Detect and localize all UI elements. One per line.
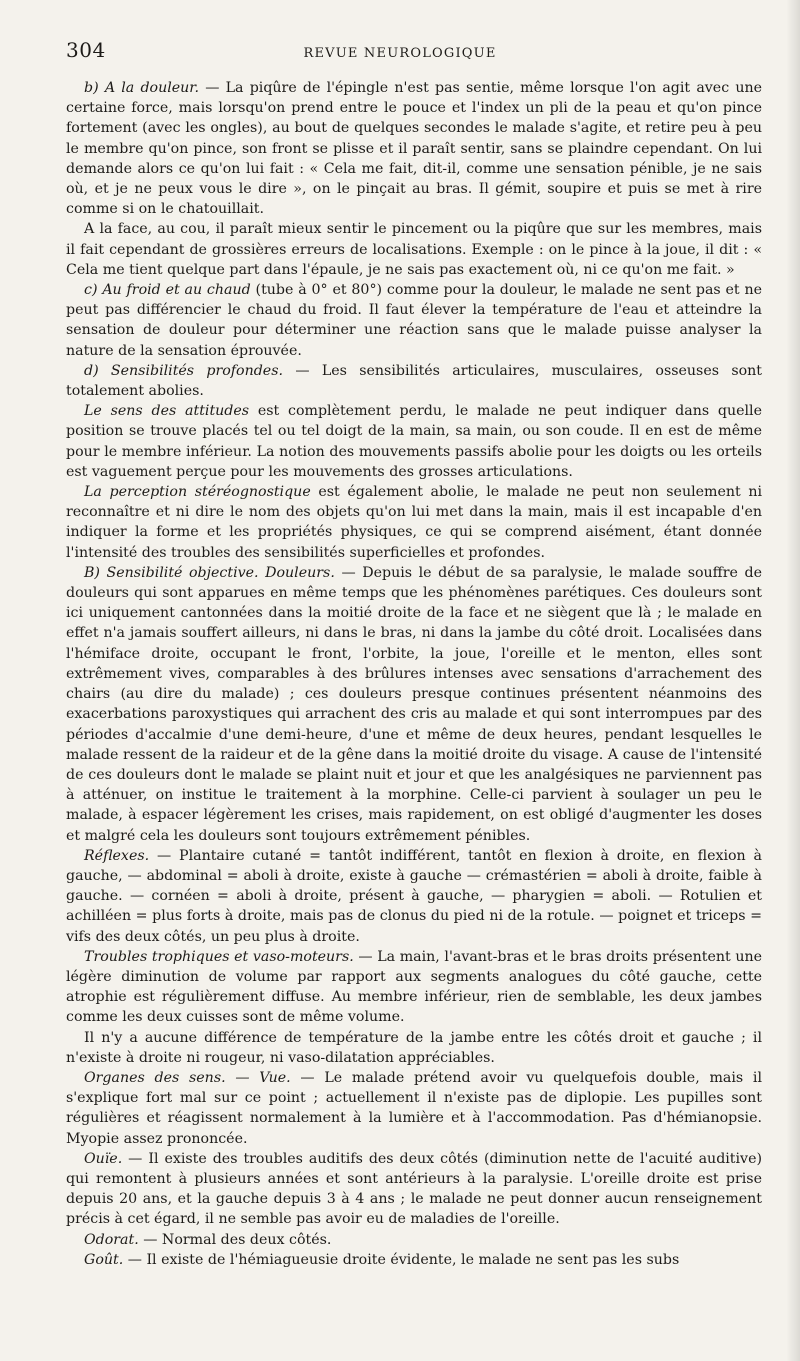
paragraph-ouie — [66, 1149, 762, 1230]
paragraph-douleurs — [66, 563, 762, 846]
paragraph-lead: Réflexes. — [84, 847, 150, 864]
paragraph-lead: Ouïe. — [84, 1150, 123, 1167]
paragraph-text: — Depuis le début de sa paralysie, le malade souffre de douleurs qui sont apparues en même temps que les phénomènes parétiques. Ces douleurs sont ici uniquement cantonnées dans la moitié droite de la face et ne siègent que là ; le malade en effet n'a jamais souffert ailleurs, ni dans le bras, ni dans la jambe du côté droit. Localisées dans l'hémiface droite, occupant le front, l'orbite, la joue, l'oreille et le menton, elles sont extrêmement vives, comparables à des brûlures intenses avec sensations d'arrachement des chairs (au dire du malade) ; ces douleurs presque continues présentent néanmoins des exacerbations paroxystiques qui arrachent des cris au malade et qui sont interrompues par des périodes d'accalmie d'une demi-heure, d'une et même de deux heures, pendant lesquelles le malade ressent de la raideur et de la gêne dans la moitié droite du visage. A cause de l'intensité de ces douleurs dont le malade se plaint nuit et jour et que les analgésiques ne parviennent pas à atténuer, on institue le traitement à la morphine. Celle-ci parvient à soulager un peu le malade, à espacer légèrement les crises, mais rapidement, on est obligé d'augmenter les doses et malgré cela les douleurs sont toujours extrêmement pénibles. — [66, 564, 763, 844]
paragraph-face — [66, 219, 762, 280]
page-number: 304 — [66, 38, 106, 62]
paragraph-douleur — [66, 78, 762, 219]
paragraph-sens-attitudes — [66, 401, 762, 482]
paragraph-lead: B) Sensibilité objective. Douleurs. — [84, 564, 335, 581]
running-title: REVUE NEUROLOGIQUE — [303, 46, 497, 61]
paragraph-lead: Organes des sens. — Vue. — [84, 1069, 291, 1086]
paragraph-lead: Troubles trophiques et vaso-moteurs. — [84, 948, 354, 965]
paragraph-odorat — [66, 1230, 762, 1250]
paragraph-lead: d) Sensibilités profondes. — [84, 362, 283, 379]
paragraph-lead: Goût. — [84, 1251, 124, 1268]
paragraph-text: est complètement perdu, le malade ne peut indiquer dans quelle position se trouve placés tel ou tel doigt de la main, sa main, ou son coude. Il en est de même pour le membre inférieur. La notion des mouvements passifs abolie pour les doigts ou les orteils est vaguement perçue pour les mouvements des grosses articulations. — [66, 403, 762, 480]
paragraph-lead: b) A la douleur. — [84, 80, 200, 96]
paragraph-text: — Il existe des troubles auditifs des deux côtés (diminution nette de l'acuité auditive) qui remontent à plusieurs années et sont antérieurs à la paralysie. L'oreille droite est prise depuis 20 ans, et la gauche depuis 3 à 4 ans ; le malade ne peut donner aucun renseignement précis à cet égard, il ne semble pas avoir eu de maladies de l'oreille. — [66, 1150, 762, 1228]
paragraph-text: — Normal des deux côtés. — [138, 1231, 332, 1248]
paragraph-gout — [66, 1250, 762, 1270]
paragraph-sensibilites-profondes — [66, 361, 762, 401]
paragraph-text: (tube à 0° et 80°) comme pour la douleur, le malade ne sent pas et ne peut pas différencier le chaud du froid. Il faut élever la température de l'eau et atteindre la sensation de douleur pour déterminer une réaction sans que le malade puisse analyser la nature de la sensation éprouvée. — [66, 282, 762, 359]
paragraph-text: — La main, l'avant-bras et le bras droits présentent une légère diminution de volume par rapport aux segments analogues du côté gauche, cette atrophie est régulièrement diffuse. Au membre inférieur, rien de semblable, les deux jambes comme les deux cuisses sont de même volume. — [66, 948, 763, 1026]
paragraph-text: — Le malade prétend avoir vu quelquefois double, mais il s'explique fort mal sur ce point ; actuellement il n'existe pas de diplopie. Les pupilles sont régulières et réagissent normalement à la lumière et à l'accommodation. Pas d'hémianopsie. Myopie assez prononcée. — [66, 1069, 762, 1147]
paragraph-stereognostique — [66, 482, 762, 563]
page-header — [0, 38, 800, 68]
paragraph-temperature — [66, 1028, 762, 1068]
paragraph-text: — Il existe de l'hémiagueusie droite évidente, le malade ne sent pas les subs — [123, 1251, 680, 1268]
paragraph-text: est également abolie, le malade ne peut non seulement ni reconnaître et ni dire le nom des objets qu'on lui met dans la main, mais il est incapable d'en indiquer la forme et les propriétés physiques, ce qui se comprend aisément, étant donnée l'intensité des troubles des sensibilités superficielles et profondes. — [66, 484, 762, 561]
body-text — [66, 78, 762, 1270]
paragraph-text: — La piqûre de l'épingle n'est pas sentie, même lorsque l'on agit avec une certaine force, mais lorsqu'on prend entre le pouce et l'index un pli de la peau et qu'on pince fortement (avec les ongles), au bout de quelques secondes le malade s'agite, et retire peu à peu le membre qu'on pince, son front se plisse et il paraît sentir, sans se plaindre cependant. On lui demande alors ce qu'on lui fait : « Cela me fait, dit-il, comme une sensation pénible, je ne sais où, et je ne peux vous le dire », on le pinçait au bras. Il gémit, soupire et puis se met à rire comme si on le chatouillait. — [66, 80, 763, 218]
paragraph-reflexes — [66, 846, 762, 947]
paragraph-lead: Odorat. — [84, 1231, 139, 1248]
paragraph-text: — Les sensibilités articulaires, musculaires, osseuses sont totalement abolies. — [66, 362, 762, 400]
paragraph-troubles-trophiques — [66, 947, 762, 1028]
paragraph-text: Il n'y a aucune différence de température de la jambe entre les côtés droit et gauche ; il n'existe à droite ni rougeur, ni vaso-dilatation appréciables. — [66, 1029, 762, 1066]
paragraph-text: — Plantaire cutané = tantôt indifférent, tantôt en flexion à droite, en flexion à gauche, — abdominal = aboli à droite, existe à gauche — crémastérien = aboli à droite, faible à gauche. — cornéen = aboli à droite, présent à gauche, — pharygien = aboli. — Rotulien et achilléen = plus forts à droite, mais pas de clonus du pied ni de la rotule. — poignet et triceps = vifs des deux côtés, un peu plus à droite. — [66, 847, 762, 945]
paragraph-text: A la face, au cou, il paraît mieux sentir le pincement ou la piqûre que sur les membres, mais il fait cependant de grossières erreurs de localisations. Exemple : on le pince à la joue, il dit : « Cela me tient quelque part dans l'épaule, je ne sais pas exactement où, ni ce qu'on me fait. » — [66, 221, 762, 278]
paragraph-lead: c) Au froid et au chaud — [84, 282, 251, 299]
paragraph-lead: Le sens des attitudes — [84, 403, 250, 420]
paragraph-froid-chaud — [66, 280, 762, 361]
paragraph-vue — [66, 1068, 762, 1149]
paragraph-lead: La perception stéréognostique — [84, 484, 311, 501]
